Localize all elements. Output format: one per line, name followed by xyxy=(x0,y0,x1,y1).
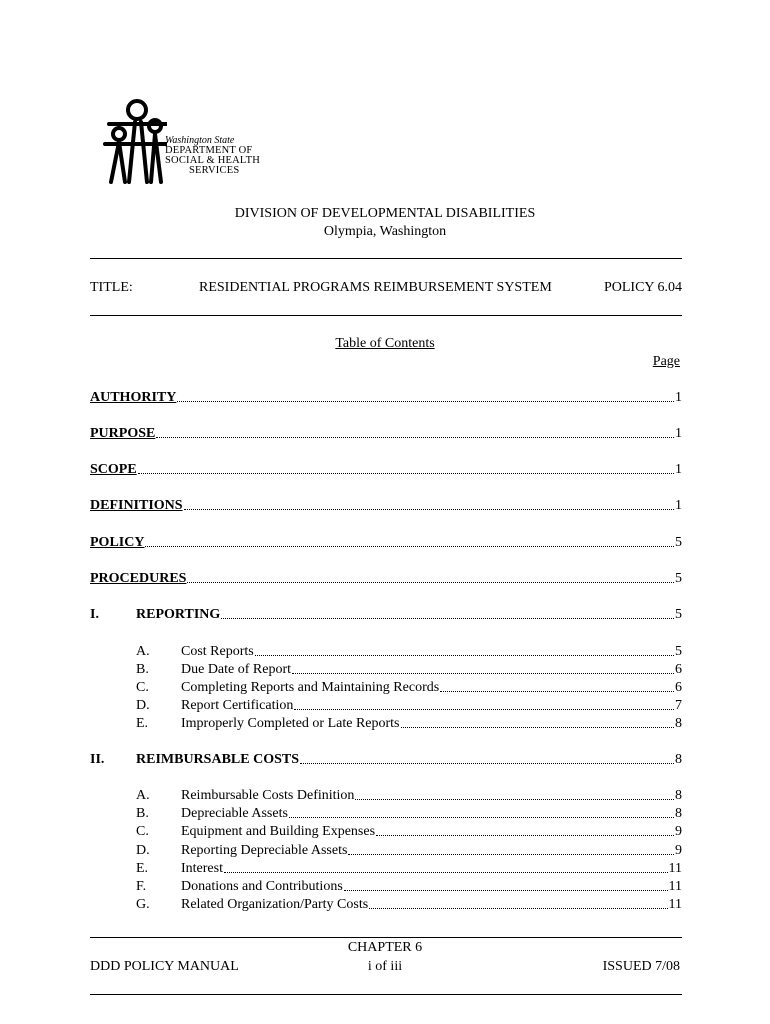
toc-item[interactable] xyxy=(181,716,682,734)
toc-entry-procedures[interactable] xyxy=(90,571,682,589)
section-numeral: I. xyxy=(90,607,99,622)
leader-dots xyxy=(294,698,674,710)
toc-entry-page: 11 xyxy=(668,861,682,876)
toc-entry-page: 6 xyxy=(675,662,682,677)
toc-entry-page: 1 xyxy=(675,390,682,405)
toc-entry-page: 11 xyxy=(668,879,682,894)
toc-entry-page: 5 xyxy=(675,607,682,622)
leader-dots xyxy=(255,644,674,656)
toc-item[interactable] xyxy=(181,644,682,662)
toc-item[interactable] xyxy=(181,879,682,897)
toc-item[interactable] xyxy=(181,788,682,806)
toc-item-label: Improperly Completed or Late Reports xyxy=(181,716,400,731)
item-letter: E. xyxy=(136,861,149,876)
toc-entry-page: 5 xyxy=(675,571,682,586)
leader-dots xyxy=(224,861,668,873)
toc-page-heading: Page xyxy=(652,354,680,369)
item-letter: A. xyxy=(136,788,150,803)
leader-dots xyxy=(344,879,668,891)
divider xyxy=(90,315,682,316)
toc-entry-page: 8 xyxy=(675,752,682,767)
item-letter: A. xyxy=(136,644,150,659)
toc-entry-page: 5 xyxy=(675,535,682,550)
footer-manual-name: DDD POLICY MANUAL xyxy=(90,959,239,974)
logo-line-1: Washington State xyxy=(165,135,235,146)
footer-chapter: CHAPTER 6 xyxy=(347,940,423,955)
item-letter: B. xyxy=(136,806,149,821)
toc-item[interactable] xyxy=(181,680,682,698)
toc-item[interactable] xyxy=(181,897,682,915)
toc-entry-page: 9 xyxy=(675,843,682,858)
item-letter: C. xyxy=(136,680,149,695)
toc-heading: Table of Contents xyxy=(335,336,435,351)
toc-section-reimbursable-costs[interactable] xyxy=(136,752,682,770)
leader-dots xyxy=(177,390,674,402)
toc-entry-label: AUTHORITY xyxy=(90,390,177,405)
toc-item[interactable] xyxy=(181,824,682,842)
toc-section-title: REIMBURSABLE COSTS xyxy=(136,752,299,767)
toc-entry-purpose[interactable] xyxy=(90,426,682,444)
item-letter: D. xyxy=(136,698,150,713)
toc-item-label: Due Date of Report xyxy=(181,662,292,677)
toc-item[interactable] xyxy=(181,662,682,680)
people-figures-icon xyxy=(95,96,167,186)
toc-entry-page: 6 xyxy=(675,680,682,695)
toc-entry-page: 1 xyxy=(675,426,682,441)
policy-number: POLICY 6.04 xyxy=(603,280,682,295)
toc-entry-page: 8 xyxy=(675,806,682,821)
toc-item[interactable] xyxy=(181,861,682,879)
toc-item-label: Donations and Contributions xyxy=(181,879,343,894)
toc-item[interactable] xyxy=(181,806,682,824)
toc-section-title: REPORTING xyxy=(136,607,221,622)
toc-entry-label: PURPOSE xyxy=(90,426,156,441)
toc-item-label: Report Certification xyxy=(181,698,294,713)
toc-entry-policy[interactable] xyxy=(90,535,682,553)
division-heading: DIVISION OF DEVELOPMENTAL DISABILITIES xyxy=(234,206,536,221)
footer-page-number: i of iii xyxy=(367,959,403,974)
footer-divider xyxy=(90,937,682,938)
leader-dots xyxy=(138,462,674,474)
toc-entry-definitions[interactable] xyxy=(90,498,682,516)
divider xyxy=(90,258,682,259)
toc-item-label: Completing Reports and Maintaining Records xyxy=(181,680,440,695)
title-label: TITLE: xyxy=(90,280,133,295)
toc-section-reporting[interactable] xyxy=(136,607,682,625)
leader-dots xyxy=(440,680,674,692)
toc-entry-page: 7 xyxy=(675,698,682,713)
leader-dots xyxy=(156,426,674,438)
leader-dots xyxy=(145,535,674,547)
footer-divider xyxy=(90,994,682,995)
toc-entry-scope[interactable] xyxy=(90,462,682,480)
leader-dots xyxy=(401,716,675,728)
toc-entry-label: SCOPE xyxy=(90,462,137,477)
location-heading: Olympia, Washington xyxy=(323,224,447,239)
toc-item-label: Depreciable Assets xyxy=(181,806,288,821)
section-numeral: II. xyxy=(90,752,105,767)
logo-line-4: SERVICES xyxy=(189,165,240,176)
leader-dots xyxy=(184,498,674,510)
item-letter: C. xyxy=(136,824,149,839)
toc-item-label: Interest xyxy=(181,861,223,876)
item-letter: E. xyxy=(136,716,149,731)
toc-entry-authority[interactable] xyxy=(90,390,682,408)
toc-item[interactable] xyxy=(181,698,682,716)
leader-dots xyxy=(348,843,674,855)
logo-wordmark xyxy=(165,136,260,176)
toc-entry-label: DEFINITIONS xyxy=(90,498,183,513)
toc-entry-page: 9 xyxy=(675,824,682,839)
document-title: RESIDENTIAL PROGRAMS REIMBURSEMENT SYSTEM xyxy=(199,280,552,295)
toc-item-label: Reporting Depreciable Assets xyxy=(181,843,348,858)
item-letter: G. xyxy=(136,897,150,912)
toc-entry-page: 5 xyxy=(675,644,682,659)
toc-item-label: Reimbursable Costs Definition xyxy=(181,788,355,803)
leader-dots xyxy=(369,897,667,909)
item-letter: F. xyxy=(136,879,147,894)
toc-entry-page: 11 xyxy=(668,897,682,912)
toc-item-label: Equipment and Building Expenses xyxy=(181,824,376,839)
logo-line-3: SOCIAL & HEALTH xyxy=(165,155,260,166)
toc-entry-page: 8 xyxy=(675,788,682,803)
toc-entry-page: 1 xyxy=(675,498,682,513)
item-letter: D. xyxy=(136,843,150,858)
leader-dots xyxy=(292,662,674,674)
toc-item[interactable] xyxy=(181,843,682,861)
leader-dots xyxy=(187,571,674,583)
toc-entry-page: 1 xyxy=(675,462,682,477)
dshs-logo xyxy=(95,96,285,186)
toc-item-label: Related Organization/Party Costs xyxy=(181,897,369,912)
footer-issued-date: ISSUED 7/08 xyxy=(602,959,680,974)
leader-dots xyxy=(289,806,674,818)
leader-dots xyxy=(355,788,674,800)
toc-item-label: Cost Reports xyxy=(181,644,254,659)
logo-line-2: DEPARTMENT OF xyxy=(165,145,253,156)
toc-entry-label: POLICY xyxy=(90,535,145,550)
leader-dots xyxy=(376,824,674,836)
leader-dots xyxy=(300,752,674,764)
leader-dots xyxy=(221,607,674,619)
toc-entry-label: PROCEDURES xyxy=(90,571,187,586)
item-letter: B. xyxy=(136,662,149,677)
toc-entry-page: 8 xyxy=(675,716,682,731)
